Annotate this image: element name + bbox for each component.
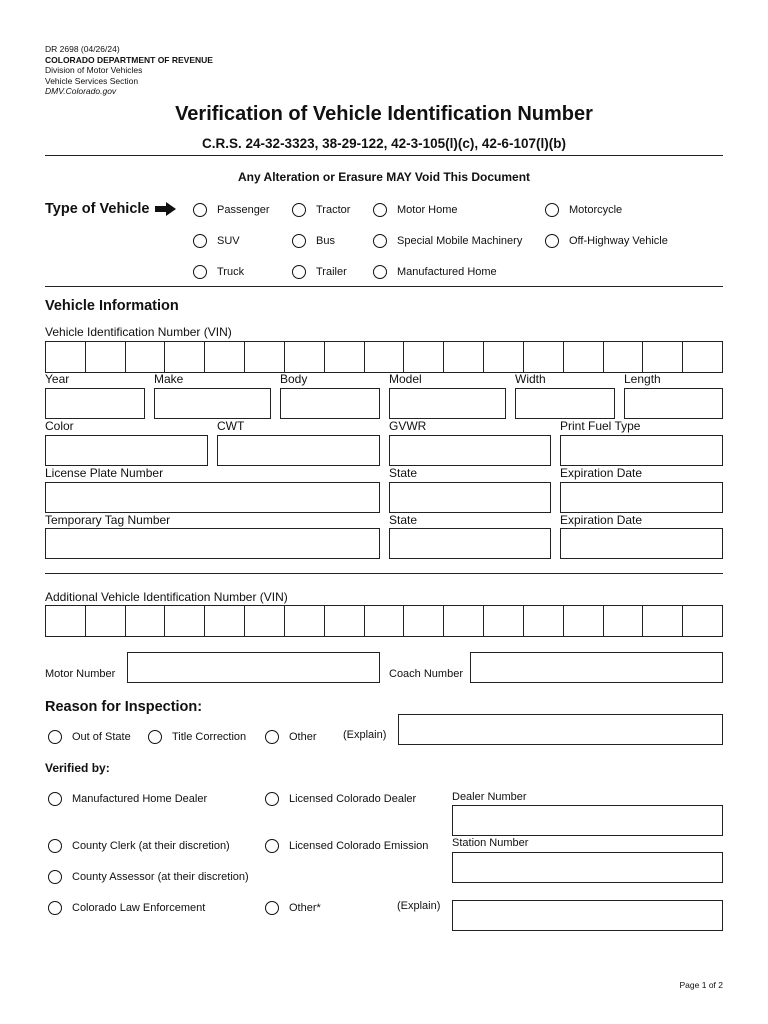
year-input[interactable] — [45, 388, 145, 419]
statutes: C.R.S. 24-32-3323, 38-29-122, 42-3-105(l)(c), 42-6-107(l)(b) — [202, 136, 566, 151]
radio-licensed-colorado-dealer[interactable]: Licensed Colorado Dealer — [265, 792, 416, 806]
verified-by-heading: Verified by: — [45, 761, 110, 775]
length-input[interactable] — [624, 388, 723, 419]
radio-motor-home[interactable]: Motor Home — [373, 203, 458, 217]
warning-text: Any Alteration or Erasure MAY Void This Document — [237, 170, 531, 184]
additional-vin-grid[interactable] — [45, 605, 723, 637]
temp-tag-input[interactable] — [45, 528, 380, 559]
radio-manufactured-home-dealer[interactable]: Manufactured Home Dealer — [48, 792, 207, 806]
motor-number-input[interactable] — [127, 652, 380, 683]
radio-manufactured-home[interactable]: Manufactured Home — [373, 265, 497, 279]
cwt-label: CWT — [217, 419, 245, 433]
reason-explain-input[interactable] — [398, 714, 723, 745]
model-input[interactable] — [389, 388, 506, 419]
department-name: COLORADO DEPARTMENT OF REVENUE — [45, 54, 213, 65]
station-number-input[interactable] — [452, 852, 723, 883]
model-label: Model — [389, 372, 422, 386]
radio-county-assessor[interactable]: County Assessor (at their discretion) — [48, 870, 249, 884]
radio-licensed-colorado-emission[interactable]: Licensed Colorado Emission — [265, 839, 428, 853]
form-number: DR 2698 (04/26/24) — [45, 44, 120, 54]
fuel-type-input[interactable] — [560, 435, 723, 466]
vehicle-info-heading: Vehicle Information — [45, 298, 179, 314]
divider — [45, 155, 723, 156]
width-label: Width — [515, 372, 546, 386]
plate-label: License Plate Number — [45, 466, 164, 480]
page-title: Verification of Vehicle Identification Number — [175, 103, 593, 125]
radio-off-highway-vehicle[interactable]: Off-Highway Vehicle — [545, 234, 668, 248]
state-input[interactable] — [389, 482, 551, 513]
vin-input-grid[interactable] — [45, 341, 723, 373]
temp-state-label: State — [389, 513, 418, 527]
verified-explain-label: (Explain) — [397, 900, 441, 912]
motor-number-label: Motor Number — [45, 668, 116, 680]
gvwr-input[interactable] — [389, 435, 551, 466]
temp-expiration-input[interactable] — [560, 528, 723, 559]
length-label: Length — [624, 372, 661, 386]
radio-out-of-state[interactable]: Out of State — [48, 730, 131, 744]
radio-colorado-law-enforcement[interactable]: Colorado Law Enforcement — [48, 901, 205, 915]
year-label: Year — [45, 372, 70, 386]
radio-verified-other[interactable]: Other* — [265, 901, 321, 915]
vehicle-type-text: Type of Vehicle — [45, 201, 150, 217]
verified-explain-input[interactable] — [452, 900, 723, 931]
width-input[interactable] — [515, 388, 615, 419]
radio-trailer[interactable]: Trailer — [292, 265, 347, 279]
radio-title-correction[interactable]: Title Correction — [148, 730, 246, 744]
cwt-input[interactable] — [217, 435, 380, 466]
coach-number-label: Coach Number — [389, 668, 463, 680]
gvwr-label: GVWR — [389, 419, 427, 433]
division-name: Division of Motor Vehicles — [45, 65, 143, 75]
arrow-right-icon — [155, 202, 177, 216]
form-header — [45, 44, 213, 97]
temp-tag-label: Temporary Tag Number — [45, 513, 171, 527]
divider — [45, 573, 723, 574]
section-name: Vehicle Services Section — [45, 75, 139, 86]
station-number-label: Station Number — [452, 837, 529, 849]
coach-number-input[interactable] — [470, 652, 723, 683]
temp-expiration-label: Expiration Date — [560, 513, 643, 527]
radio-motorcycle[interactable]: Motorcycle — [545, 203, 622, 217]
radio-passenger[interactable]: Passenger — [193, 203, 270, 217]
radio-reason-other[interactable]: Other — [265, 730, 317, 744]
expiration-input[interactable] — [560, 482, 723, 513]
vin-label: Vehicle Identification Number (VIN) — [45, 325, 232, 339]
radio-tractor[interactable]: Tractor — [292, 203, 350, 217]
reason-explain-label: (Explain) — [343, 729, 387, 741]
plate-input[interactable] — [45, 482, 380, 513]
radio-suv[interactable]: SUV — [193, 234, 240, 248]
radio-bus[interactable]: Bus — [292, 234, 335, 248]
divider — [45, 286, 723, 287]
page-number: Page 1 of 2 — [679, 980, 723, 990]
radio-county-clerk[interactable]: County Clerk (at their discretion) — [48, 839, 230, 853]
dealer-number-input[interactable] — [452, 805, 723, 836]
color-input[interactable] — [45, 435, 208, 466]
dealer-number-label: Dealer Number — [452, 791, 527, 803]
state-label: State — [389, 466, 418, 480]
temp-state-input[interactable] — [389, 528, 551, 559]
radio-truck[interactable]: Truck — [193, 265, 244, 279]
body-input[interactable] — [280, 388, 380, 419]
make-input[interactable] — [154, 388, 271, 419]
make-label: Make — [154, 372, 184, 386]
color-label: Color — [45, 419, 74, 433]
vehicle-type-label — [45, 201, 177, 217]
additional-vin-label: Additional Vehicle Identification Number (VIN) — [45, 590, 288, 604]
body-label: Body — [280, 372, 308, 386]
radio-special-mobile-machinery[interactable]: Special Mobile Machinery — [373, 234, 522, 248]
website: DMV.Colorado.gov — [45, 86, 117, 96]
expiration-label: Expiration Date — [560, 466, 643, 480]
fuel-type-label: Print Fuel Type — [560, 419, 641, 433]
reason-heading: Reason for Inspection: — [45, 699, 203, 715]
